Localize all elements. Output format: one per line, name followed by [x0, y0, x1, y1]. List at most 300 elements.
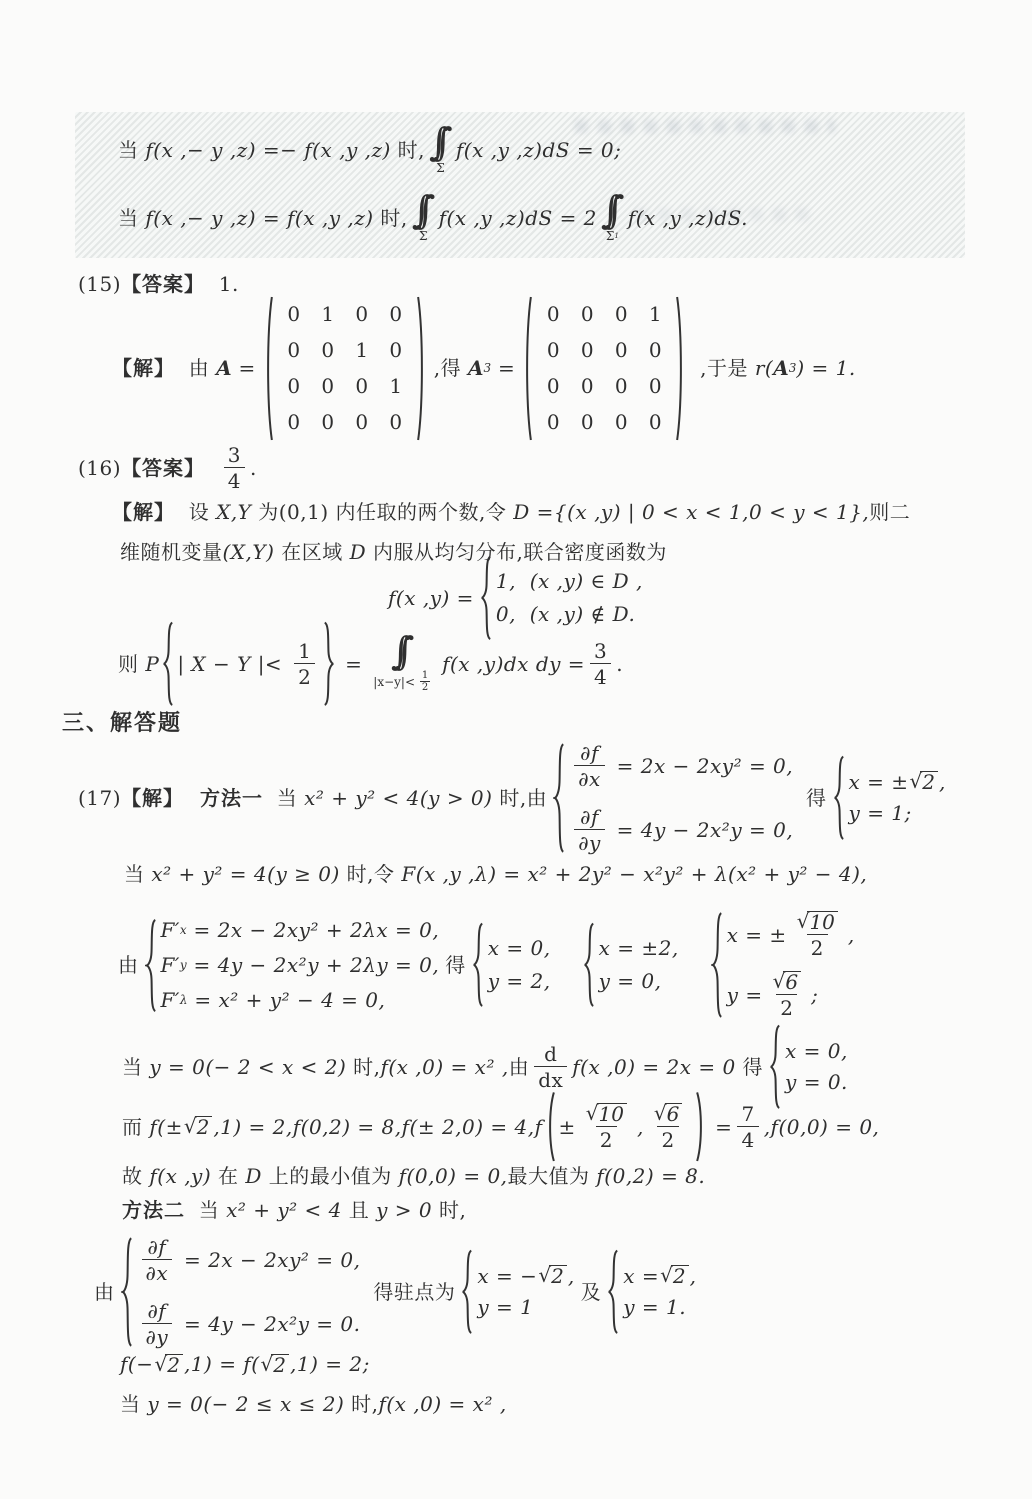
- denominator: [420, 681, 430, 693]
- left-brace-icon: [711, 911, 723, 1019]
- text-run: y = 2,: [487, 968, 551, 993]
- matrix-cell: 0: [287, 301, 301, 326]
- text-run: f(0,2) = 8.: [596, 1164, 706, 1188]
- text-run: ∂f: [147, 1235, 167, 1259]
- text-run: 及: [580, 1279, 602, 1304]
- text-run: x = ±: [848, 769, 909, 794]
- left-brace-icon: [145, 918, 157, 1013]
- text-run: ∂y: [578, 831, 601, 855]
- integral-symbol: ∫∫: [411, 188, 420, 233]
- numerator: [792, 911, 843, 934]
- numerator: [737, 1103, 758, 1126]
- text-run: 时,令: [339, 862, 402, 886]
- text-run: 方法二: [122, 1198, 185, 1222]
- matrix-cell: 0: [321, 337, 335, 362]
- text-run: 1: [614, 231, 619, 241]
- cases-row: [623, 1295, 686, 1320]
- text-run: 时,: [373, 205, 408, 230]
- numerator: [143, 1236, 170, 1259]
- cases-rows: [727, 911, 855, 1019]
- text-run: 【答案】: [121, 455, 206, 480]
- numerator: [420, 670, 430, 681]
- text-run: F′: [160, 952, 180, 977]
- text-run: 得驻点为: [366, 1279, 456, 1304]
- q17-values-line: [122, 1094, 879, 1160]
- text-run: x² + y² < 4(y > 0): [304, 785, 493, 810]
- bracket-group: [162, 621, 335, 707]
- integral-limit: [436, 162, 444, 174]
- text-run: 在区域: [274, 540, 350, 564]
- radicand: 10: [807, 911, 837, 933]
- q17-conclusion-line: [122, 1164, 705, 1189]
- text-run: d: [544, 1042, 558, 1066]
- fraction: [574, 806, 605, 854]
- text-run: 则二: [869, 500, 911, 524]
- text-run: ,1) = 2;: [290, 1352, 370, 1376]
- text-run: (17): [78, 785, 122, 810]
- text-run: 时,: [432, 1198, 467, 1222]
- text-run: 时,: [344, 1392, 379, 1416]
- numerator: [576, 742, 603, 765]
- text-run: 2: [599, 1128, 613, 1152]
- text-run: y = 1: [477, 1294, 534, 1319]
- text-run: =: [708, 1114, 733, 1139]
- matrix-cell: 0: [546, 373, 560, 398]
- cases-group: [583, 922, 679, 1008]
- matrix-cell: 0: [321, 373, 335, 398]
- numerator: [540, 1043, 561, 1066]
- matrix-cell: 0: [580, 409, 594, 434]
- surface-integral-even-case-line: [118, 186, 748, 250]
- text-run: = 4y − 2x²y = 0.: [177, 1311, 361, 1336]
- double-integral: [411, 188, 435, 243]
- radicand: 2: [920, 771, 938, 793]
- radicand: 6: [783, 971, 801, 993]
- cases-rows: [496, 569, 643, 627]
- square-root: [260, 1351, 289, 1377]
- cases-row: [488, 936, 551, 961]
- text-run: f(x ,0) = x² ,: [380, 1054, 509, 1079]
- matrix-grid: [533, 294, 675, 443]
- radicand: 2: [195, 1116, 213, 1138]
- text-run: (16): [78, 455, 122, 480]
- left-paren-icon: [546, 1091, 556, 1162]
- text-run: Σ: [418, 228, 428, 243]
- text-run: f(x ,y ,z)dS.: [627, 205, 748, 230]
- denominator: [776, 994, 797, 1019]
- square-root: [910, 771, 938, 793]
- cases-row: [496, 602, 635, 627]
- q17-lagrange-system-line: [118, 896, 861, 1034]
- cases-row: [599, 969, 662, 994]
- fraction: [737, 1103, 758, 1151]
- text-run: ,: [636, 1114, 644, 1139]
- square-root: [538, 1265, 566, 1287]
- matrix-cell: 0: [580, 373, 594, 398]
- text-run: x = 0,: [785, 1039, 848, 1063]
- text-run: F′: [160, 987, 180, 1012]
- text-run: ±: [558, 1114, 576, 1139]
- matrix-cell: 0: [546, 337, 560, 362]
- double-integral: [429, 120, 452, 175]
- cases-row: [477, 1295, 533, 1320]
- text-run: A: [216, 355, 232, 380]
- text-run: f(x ,y ,z)dS = 2: [438, 205, 597, 230]
- radicand: 6: [665, 1103, 683, 1125]
- text-run: 2: [661, 1128, 675, 1152]
- q16-probability-line: [118, 626, 623, 702]
- text-run: r(: [754, 355, 774, 380]
- text-run: D: [349, 540, 367, 564]
- text-run: f(x ,0) = 2x = 0: [572, 1054, 736, 1079]
- text-run: 当: [124, 862, 152, 886]
- text-run: y: [179, 957, 187, 972]
- text-run: 而: [122, 1114, 150, 1139]
- cases-group: [553, 742, 793, 854]
- left-brace-icon: [833, 755, 845, 841]
- denominator: [534, 1066, 567, 1091]
- text-run: [205, 456, 219, 481]
- text-run: x = ±2,: [598, 935, 679, 960]
- text-run: 4: [227, 469, 242, 493]
- double-integral: [373, 628, 431, 694]
- text-run: f(x ,− y ,z) = f(x ,y ,z): [145, 205, 374, 230]
- text-run: 1.: [205, 272, 239, 296]
- matrix-cell: 1: [648, 301, 662, 326]
- denominator: [590, 663, 611, 688]
- cases-rows: [477, 1264, 574, 1320]
- q16-answer-line: [78, 440, 257, 496]
- left-paren-icon: [264, 294, 274, 443]
- text-run: y = 0(− 2 < x < 2): [149, 1054, 347, 1079]
- fraction: [224, 444, 245, 492]
- text-run: 三、解答题: [62, 711, 183, 736]
- denominator: [574, 765, 605, 790]
- right-brace-icon: [323, 621, 335, 707]
- left-brace-icon: [121, 1236, 133, 1348]
- cases-row: [496, 569, 643, 594]
- integral-symbol: ∫∫: [429, 120, 437, 165]
- matrix-grid: [274, 294, 416, 443]
- text-run: ,于是: [693, 355, 755, 380]
- q16-density-function-line: [388, 566, 649, 630]
- text-run: 1: [421, 670, 429, 682]
- left-brace-icon: [162, 621, 174, 707]
- cases-rows: [137, 1236, 361, 1348]
- text-run: x =: [623, 1263, 660, 1288]
- cases-row: [477, 1264, 574, 1289]
- text-run: =: [231, 355, 256, 380]
- cases-row: [623, 1264, 696, 1289]
- cases-row: [137, 1300, 361, 1348]
- text-run: ∂f: [147, 1299, 167, 1323]
- matrix-cell: 0: [580, 337, 594, 362]
- text-run: 当: [185, 1198, 227, 1222]
- cases-rows: [599, 936, 679, 994]
- radical-icon: √: [772, 969, 786, 993]
- text-run: 2: [421, 682, 429, 694]
- text-run: 2: [298, 665, 312, 689]
- text-run: f(0,0) = 0,: [398, 1164, 508, 1188]
- text-run: 1, (x ,y) ∈ D ,: [495, 569, 643, 593]
- left-brace-icon: [461, 1249, 473, 1335]
- text-run: f(x ,y): [149, 1164, 212, 1188]
- text-run: y = 1.: [623, 1294, 687, 1319]
- radicand: 2: [271, 1354, 289, 1376]
- bracket-group: [546, 1091, 706, 1162]
- q15-answer-line: [78, 272, 239, 297]
- text-run: y =: [726, 982, 763, 1007]
- denominator: [142, 1259, 173, 1284]
- text-run: y = 1;: [848, 800, 912, 825]
- square-root: [660, 1265, 688, 1287]
- matrix-cell: 0: [546, 409, 560, 434]
- cases-row: [161, 918, 440, 943]
- q17-constraint-line: [124, 862, 867, 887]
- text-run: 维随机变量: [120, 540, 223, 564]
- q16-solution-line-1: [112, 500, 910, 525]
- cases-row: [488, 969, 551, 994]
- text-run: Σ: [605, 228, 615, 243]
- q17-method2-heading-line: [122, 1198, 466, 1223]
- q17-method2-system-line: [94, 1234, 702, 1350]
- cases-row: [161, 988, 386, 1013]
- fraction: [649, 1103, 687, 1151]
- text-run: = 4y − 2x²y + 2λy = 0,: [186, 952, 440, 977]
- cases-row: [849, 770, 946, 795]
- text-run: = 2x − 2xy² + 2λx = 0,: [186, 917, 440, 942]
- text-run: ∂x: [578, 767, 601, 791]
- text-run: 当: [118, 137, 146, 162]
- text-run: 当: [120, 1392, 148, 1416]
- text-run: P: [145, 651, 160, 676]
- text-run: ∂f: [580, 805, 599, 829]
- radical-icon: √: [538, 1263, 552, 1288]
- matrix-cell: 0: [614, 373, 628, 398]
- double-integral: [600, 188, 624, 243]
- text-run: 3: [227, 443, 242, 467]
- text-run: 得: [445, 952, 466, 977]
- fraction: [142, 1236, 173, 1284]
- cases-rows: [623, 1264, 696, 1320]
- surface-integral-odd-case-line: [118, 120, 621, 180]
- matrix-cell: 0: [287, 337, 301, 362]
- left-brace-icon: [583, 922, 595, 1008]
- text-run: f(−: [120, 1352, 154, 1376]
- text-run: f(x ,0) = x² ,: [378, 1392, 507, 1416]
- cases-row: [137, 1236, 361, 1284]
- radical-icon: √: [154, 1351, 168, 1376]
- numerator: [649, 1103, 687, 1126]
- numerator: [224, 444, 245, 467]
- text-run: 内服从均匀分布,联合密度函数为: [366, 540, 667, 564]
- text-run: 当: [263, 785, 305, 810]
- cases-rows: [785, 1039, 848, 1095]
- text-run: 方法一: [184, 785, 263, 810]
- fraction: [294, 640, 315, 688]
- cases-row: [785, 1039, 848, 1064]
- text-run: f(x ,y)dx dy =: [435, 651, 586, 676]
- matrix-cell: 0: [614, 301, 628, 326]
- denominator: [294, 663, 315, 688]
- text-run: 为: [251, 500, 279, 524]
- radicand: 2: [549, 1265, 567, 1287]
- text-run: 0, (x ,y) ∉ D.: [495, 602, 636, 626]
- denominator: [574, 829, 605, 854]
- fraction: [792, 911, 843, 959]
- text-run: x² + y² = 4(y ≥ 0): [151, 862, 340, 886]
- fraction: [768, 971, 806, 1019]
- text-run: F(x ,y ,λ) = x² + 2y² − x²y² + λ(x² + y² − 4),: [401, 862, 868, 886]
- integral-limit: [419, 230, 427, 242]
- matrix-cell: 0: [546, 301, 560, 326]
- text-run: ,f(0,0) = 0,: [763, 1114, 880, 1139]
- text-run: 得: [799, 785, 827, 810]
- text-run: 1: [298, 639, 312, 663]
- square-root: [797, 911, 838, 933]
- left-brace-icon: [553, 742, 565, 854]
- text-run: ∂f: [580, 741, 599, 765]
- fraction: [420, 670, 430, 693]
- text-run: y > 0: [376, 1198, 433, 1222]
- matrix-cell: 1: [389, 373, 403, 398]
- text-run: ,: [939, 769, 946, 794]
- matrix: [523, 294, 685, 443]
- text-run: 2: [810, 936, 824, 960]
- radical-icon: √: [260, 1351, 274, 1376]
- text-run: 设: [175, 500, 217, 524]
- text-run: 时,由: [492, 785, 548, 810]
- text-run: .: [250, 455, 257, 480]
- matrix-cell: 0: [614, 409, 628, 434]
- q17-method2-boundary-line: [120, 1392, 507, 1417]
- text-run: ,: [847, 922, 855, 947]
- text-run: ,1) = f(: [183, 1352, 260, 1376]
- cases-rows: [488, 936, 551, 994]
- text-run: ∂x: [145, 1261, 169, 1285]
- denominator: [142, 1323, 173, 1348]
- cases-row: [727, 971, 819, 1019]
- text-run: λ: [179, 992, 188, 1007]
- text-run: =: [491, 355, 516, 380]
- text-run: X,Y: [216, 500, 252, 524]
- text-run: 且: [341, 1198, 377, 1222]
- radical-icon: √: [909, 769, 923, 794]
- text-run: ,得: [433, 355, 468, 380]
- radicand: 10: [597, 1103, 627, 1125]
- text-run: 7: [741, 1102, 755, 1126]
- numerator: [581, 1103, 632, 1126]
- q17-method2-values-line: [120, 1352, 370, 1377]
- cases-row: [785, 1070, 848, 1095]
- matrix-cell: 0: [389, 409, 403, 434]
- denominator: [657, 1126, 678, 1151]
- text-run: y = 0.: [785, 1070, 848, 1094]
- text-run: ,1) = 2,f(0,2) = 8,f(± 2,0) = 4,f: [213, 1114, 543, 1139]
- left-brace-icon: [607, 1249, 619, 1335]
- cases-group: [121, 1236, 361, 1348]
- denominator: [224, 467, 245, 492]
- text-run: 由: [175, 355, 217, 380]
- text-run: D ={(x ,y) | 0 < x < 1,0 < y < 1},: [513, 500, 870, 524]
- matrix-cell: 0: [389, 301, 403, 326]
- q17-method1-line: [78, 742, 952, 854]
- text-run: 得: [735, 1054, 764, 1079]
- text-run: ,: [689, 1263, 697, 1288]
- text-run: (0,1): [278, 500, 329, 524]
- text-run: 内任取的两个数,令: [328, 500, 514, 524]
- text-run: 2: [780, 996, 794, 1020]
- fraction: [534, 1043, 567, 1091]
- text-run: f(x ,y) =: [388, 585, 474, 610]
- numerator: [143, 1300, 170, 1323]
- cases-group: [145, 918, 440, 1013]
- denominator: [807, 934, 828, 959]
- cases-row: [727, 911, 855, 959]
- text-run: 【解】: [112, 500, 175, 524]
- text-run: 【解】: [112, 355, 175, 380]
- matrix-cell: 0: [580, 301, 594, 326]
- text-run: 在: [211, 1164, 246, 1188]
- square-root: [773, 971, 801, 993]
- square-root: [184, 1116, 212, 1138]
- radicand: 2: [165, 1354, 183, 1376]
- q17-boundary-line: [122, 1036, 854, 1098]
- text-run: 4: [741, 1128, 755, 1152]
- radicand: 2: [671, 1265, 689, 1287]
- matrix-cell: 0: [355, 373, 369, 398]
- text-run: = 4y − 2x²y = 0,: [609, 817, 794, 842]
- matrix-cell: 0: [614, 337, 628, 362]
- text-run: 最大值为: [507, 1164, 597, 1188]
- text-run: 则: [118, 651, 146, 676]
- text-run: ∂y: [145, 1325, 169, 1349]
- text-run: f(±: [149, 1114, 183, 1139]
- text-run: f(x ,y ,z)dS = 0;: [455, 137, 622, 162]
- text-run: 当: [122, 1054, 150, 1079]
- fraction: [590, 640, 611, 688]
- cases-row: [849, 801, 912, 826]
- cases-group: [833, 755, 946, 841]
- text-run: =: [338, 651, 370, 676]
- matrix-cell: 0: [648, 373, 662, 398]
- integral-limit: [373, 670, 431, 693]
- matrix-cell: 1: [321, 301, 335, 326]
- text-run: 【答案】: [121, 272, 206, 296]
- matrix-cell: 0: [355, 301, 369, 326]
- integral-symbol: ∫∫: [390, 628, 399, 673]
- square-root: [654, 1103, 682, 1125]
- text-run: x² + y² < 4: [226, 1198, 342, 1222]
- text-run: 3: [594, 639, 608, 663]
- text-run: ,: [567, 1263, 575, 1288]
- radical-icon: √: [796, 909, 810, 933]
- fraction: [574, 742, 605, 790]
- radical-icon: √: [653, 1101, 667, 1125]
- text-run: (X,Y): [222, 540, 275, 564]
- radical-icon: √: [660, 1263, 673, 1288]
- text-run: 4: [594, 665, 608, 689]
- text-run: 由: [94, 1279, 115, 1304]
- square-root: [154, 1351, 182, 1377]
- matrix: [264, 294, 426, 443]
- cases-rows: [569, 742, 793, 854]
- text-run: | X − Y |<: [177, 651, 290, 676]
- text-run: 上的最小值为: [261, 1164, 399, 1188]
- numerator: [590, 640, 611, 663]
- text-run: 由: [508, 1054, 530, 1079]
- text-run: D: [245, 1164, 262, 1188]
